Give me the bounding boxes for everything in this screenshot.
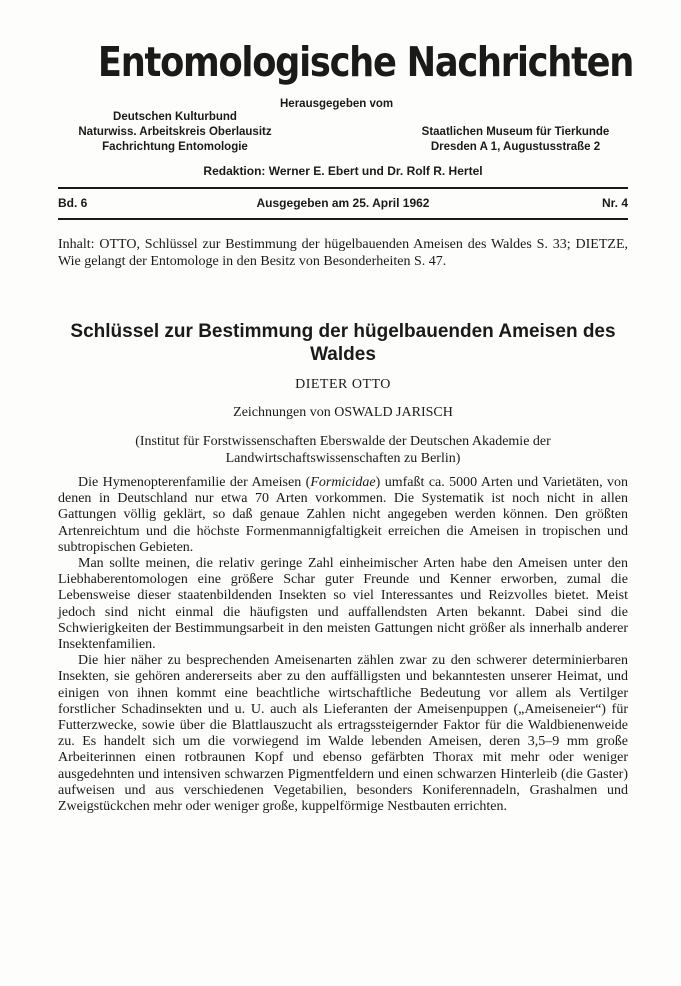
publisher-intro: Herausgegeben vom (280, 98, 394, 110)
top-rule (58, 187, 628, 189)
publisher-left-line: Deutschen Kulturbund (113, 111, 237, 123)
body-paragraph (58, 556, 628, 653)
table-of-contents: Inhalt: OTTO, Schlüssel zur Bestimmung der hügelbauenden Ameisen des Waldes S. 33; DIETZE, Wie gelangt der Entomologe in den Besitz von Besonderheiten S. 47. (58, 237, 628, 269)
paragraph-text: Die hier näher zu besprechenden Ameisenarten zählen zwar zu den schwerer determinierbaren Insekten, sie gehören andererseits aber zu den auffälligsten und bekanntesten unserer Heimat, und einigen von ihnen kommt eine beachtliche wirtschaftliche Bedeutung vor allem als Vertilger forstlicher Schadinsekten und u. U. auch als Lieferanten der Ameisenpuppen („Ameiseneier“) für Futterzwecke, sowie über die Blattlauszucht als ertragssteigernder Faktor für die Waldbienenweide zu. Es handelt sich um die vorwiegend im Walde lebenden Ameisen, deren 3,5–9 mm große Arbeiterinnen einen rotbraunen Kopf und ebenso gefärbten Thorax mit mehr oder weniger ausgedehnten und intensiven schwarzen Pigmentfeldern und einen schwarzen Hinterleib (die Gaster) aufweisen und aus verschiedenen Vegetabilien, besonders Koniferennadeln, Grashalmen und Zweigstückchen mehr oder weniger große, kuppelförmige Nestbauten errichten. (58, 653, 628, 815)
paragraph-text: Die Hymenopterenfamilie der Ameisen (Formicidae) umfaßt ca. 5000 Arten und Varietäten, von denen in Deutschland nur etwa 70 Arten vorkommen. Die Systematik ist noch nicht in allen Gattungen völlig geklärt, so daß genaue Zahlen nicht angegeben werden können. Den größten Artenreichtum und die höchste Formenmannigfaltigkeit erreichen die Ameisen in tropischen und subtropischen Gebieten. (58, 475, 628, 555)
publisher-right (403, 125, 628, 155)
taxon-name: Formicidae (310, 475, 376, 490)
publisher-right-line: Staatlichen Museum für Tierkunde (421, 126, 610, 138)
paragraph-text: Man sollte meinen, die relativ geringe Zahl einheimischer Arten habe den Ameisen unter den Liebhaberentomologen eine größere Schar guter Freunde und Kenner erworben, zumal die Lebensweise dieser staatenbildenden Insekten so viel Interessantes und Reizvolles bietet. Meist jedoch sind nicht einmal die häufigsten und auffallendsten Arten bekannt. Dabei sind die Schwierigkeiten der Bestimmungsarbeit in den meisten Gattungen nicht größer als innerhalb anderer Insektenfamilien. (58, 556, 628, 653)
body-paragraph (58, 653, 628, 815)
article-institute: (Institut für Forstwissenschaften Eberswalde der Deutschen Akademie der Landwirtschaftswissenschaften zu Berlin) (135, 434, 551, 466)
article-title: Schlüssel zur Bestimmung der hügelbauenden Ameisen des Waldes (70, 321, 616, 365)
publisher-right-line: Dresden A 1, Augustusstraße 2 (430, 141, 601, 153)
publisher-left-line: Fachrichtung Entomologie (102, 141, 248, 153)
editorial-line: Redaktion: Werner E. Ebert und Dr. Rolf R. Hertel (203, 164, 483, 178)
volume-label: Bd. 6 (58, 196, 88, 210)
publisher-left (60, 110, 290, 155)
issue-number: Nr. 4 (601, 196, 628, 210)
journal-masthead: Entomologische Nachrichten (97, 38, 634, 86)
body-paragraph (58, 475, 628, 556)
issue-date: Ausgegeben am 25. April 1962 (256, 196, 430, 210)
publisher-left-line: Naturwiss. Arbeitskreis Oberlausitz (78, 126, 272, 138)
article-author: DIETER OTTO (295, 377, 391, 392)
article-illustrator: Zeichnungen von OSWALD JARISCH (233, 405, 453, 420)
article-body (58, 475, 628, 815)
bottom-rule (58, 218, 628, 220)
